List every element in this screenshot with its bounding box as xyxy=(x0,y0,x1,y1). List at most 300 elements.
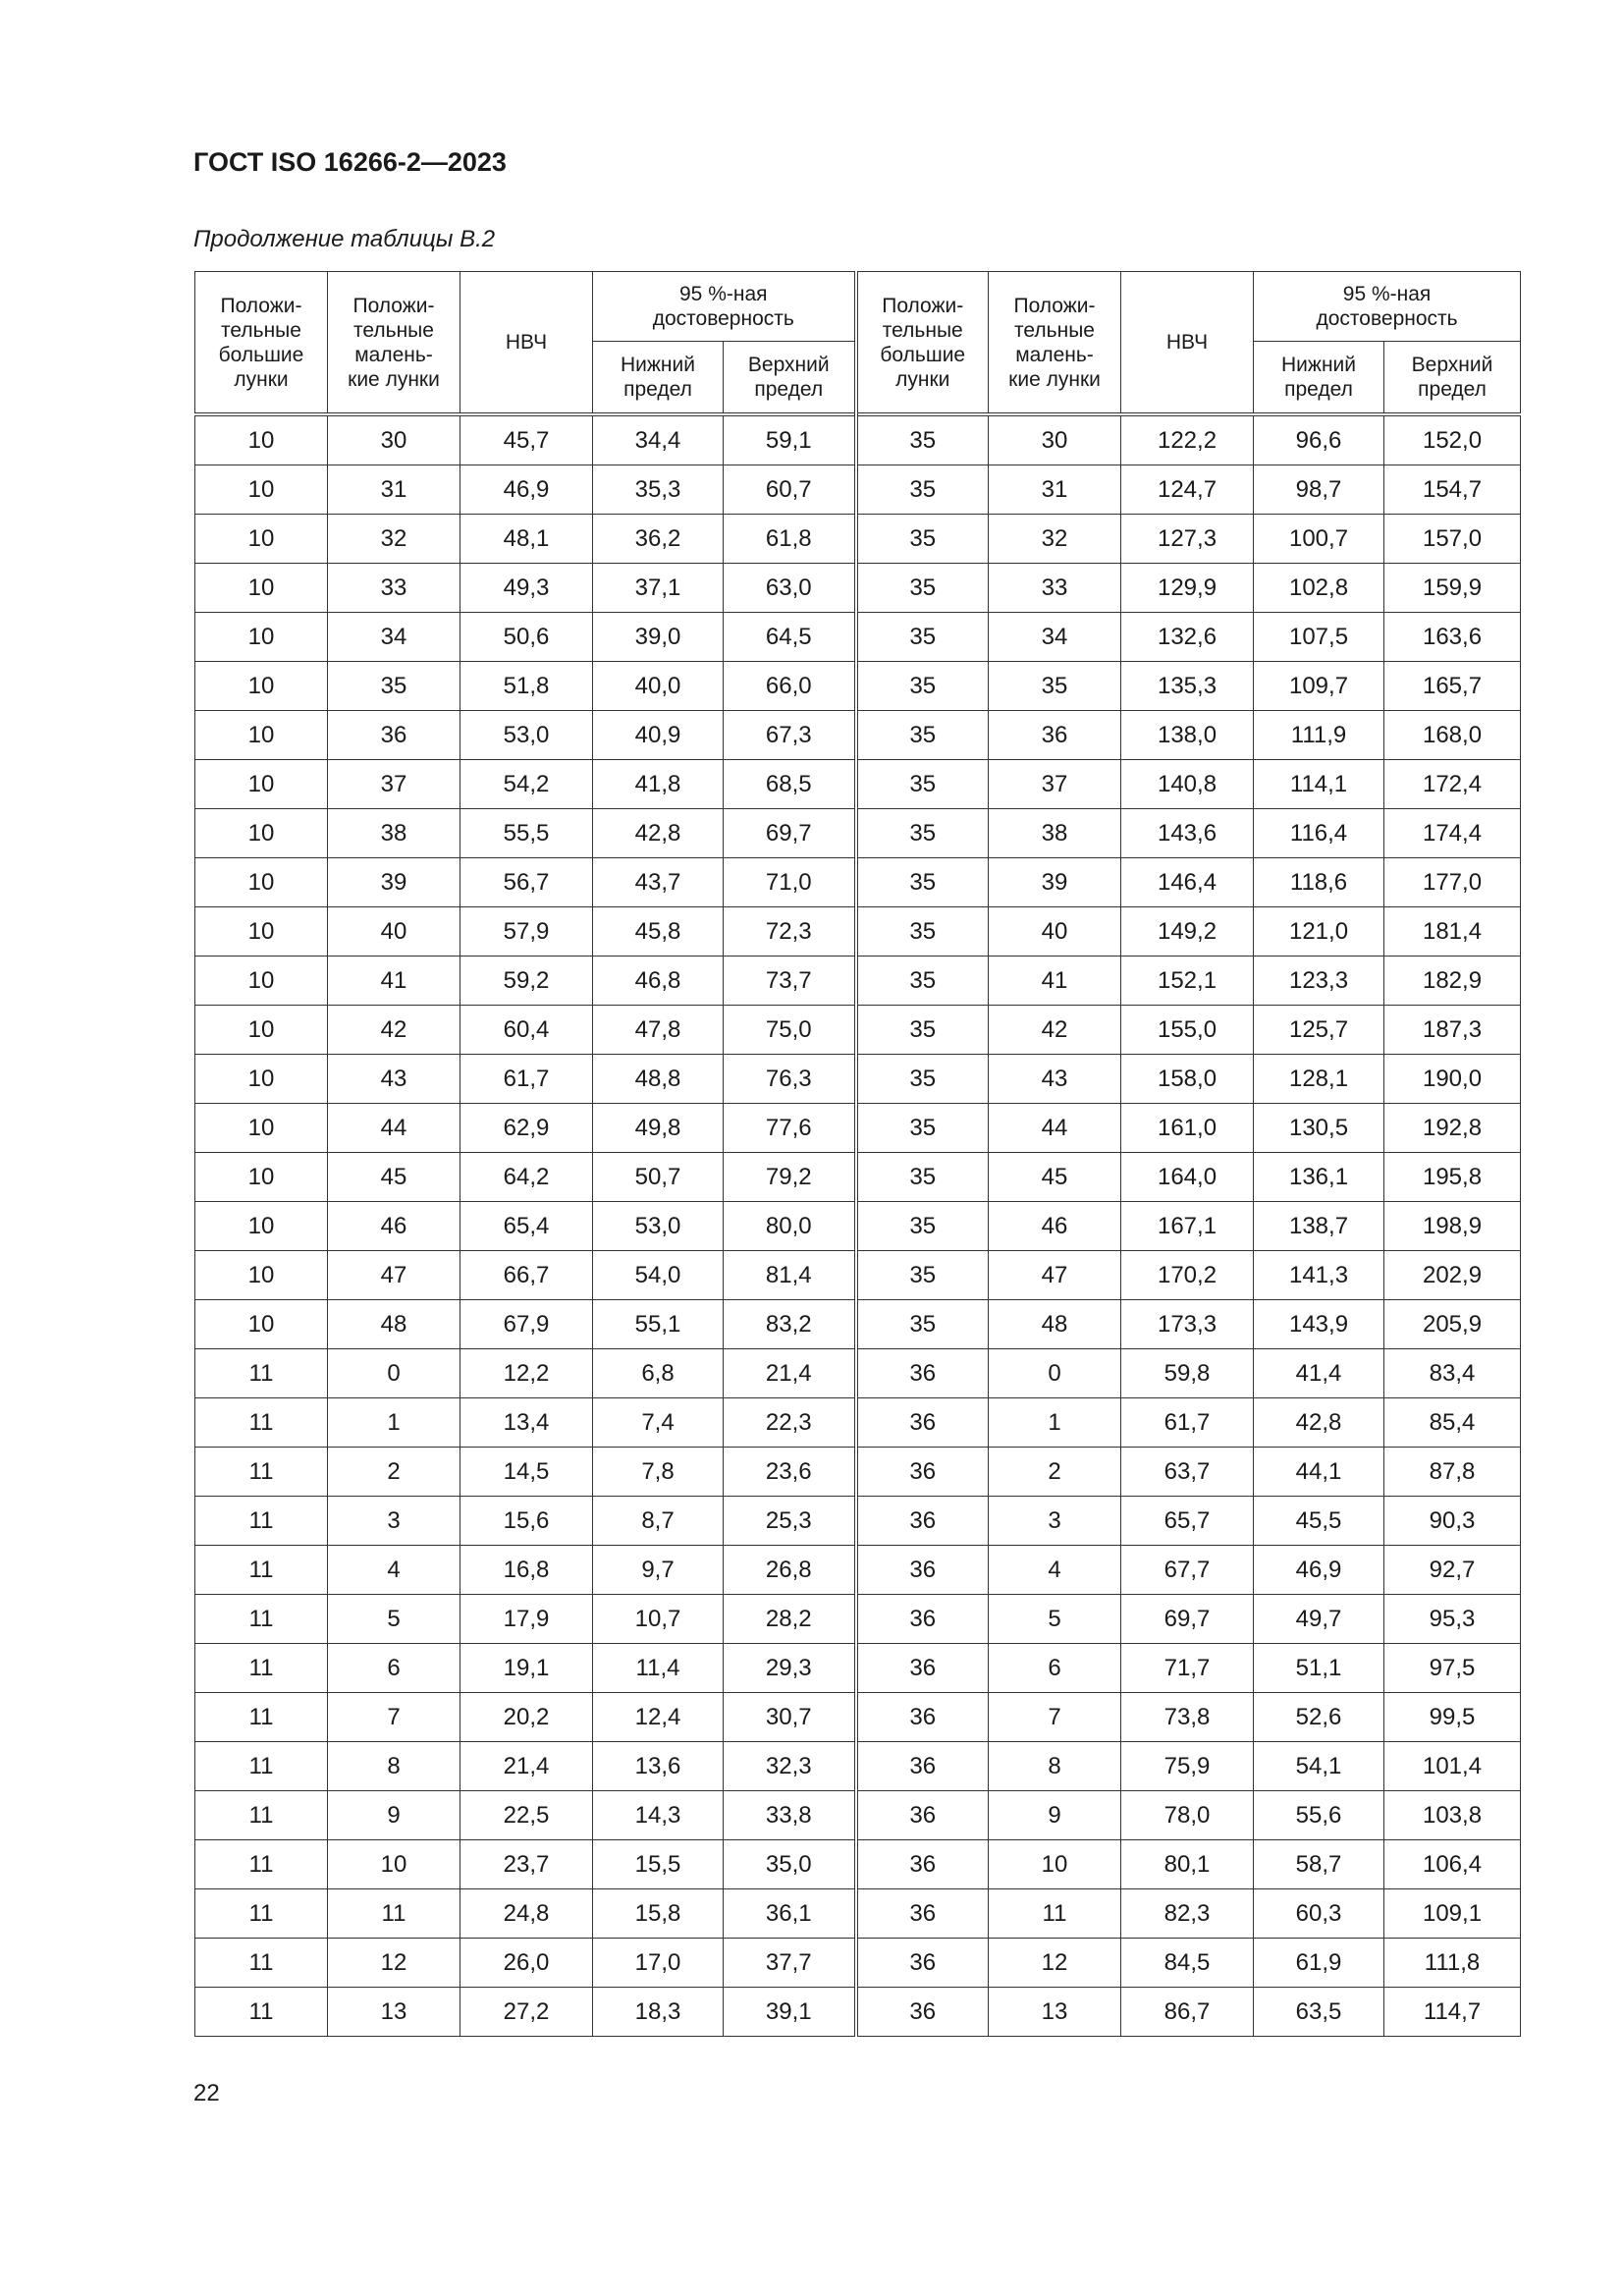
table-cell: 79,2 xyxy=(724,1153,856,1202)
table-cell: 58,7 xyxy=(1254,1840,1384,1889)
table-cell: 190,0 xyxy=(1384,1055,1521,1104)
table-cell: 97,5 xyxy=(1384,1644,1521,1693)
table-cell: 83,2 xyxy=(724,1300,856,1349)
table-cell: 132,6 xyxy=(1121,613,1254,662)
table-cell: 36 xyxy=(856,1349,989,1398)
table-cell: 122,2 xyxy=(1121,414,1254,465)
table-cell: 37,1 xyxy=(593,564,724,613)
table-cell: 36 xyxy=(856,1448,989,1497)
table-cell: 10 xyxy=(195,564,328,613)
table-cell: 128,1 xyxy=(1254,1055,1384,1104)
table-cell: 67,9 xyxy=(460,1300,593,1349)
table-cell: 47 xyxy=(989,1251,1121,1300)
table-cell: 81,4 xyxy=(724,1251,856,1300)
table-row xyxy=(195,1939,1521,1988)
table-cell: 35 xyxy=(856,1006,989,1055)
table-row xyxy=(195,1349,1521,1398)
table-cell: 69,7 xyxy=(724,809,856,858)
table-cell: 63,5 xyxy=(1254,1988,1384,2037)
table-cell: 10 xyxy=(195,1006,328,1055)
table-cell: 56,7 xyxy=(460,858,593,907)
table-cell: 4 xyxy=(328,1546,460,1595)
table-cell: 44 xyxy=(328,1104,460,1153)
table-cell: 21,4 xyxy=(460,1742,593,1791)
table-cell: 43,7 xyxy=(593,858,724,907)
table-cell: 163,6 xyxy=(1384,613,1521,662)
table-cell: 10 xyxy=(195,957,328,1006)
table-cell: 90,3 xyxy=(1384,1497,1521,1546)
table-cell: 8,7 xyxy=(593,1497,724,1546)
table-cell: 59,2 xyxy=(460,957,593,1006)
table-cell: 55,1 xyxy=(593,1300,724,1349)
table-cell: 13 xyxy=(328,1988,460,2037)
table-cell: 15,8 xyxy=(593,1889,724,1939)
table-cell: 31 xyxy=(328,465,460,515)
table-cell: 51,1 xyxy=(1254,1644,1384,1693)
table-cell: 33 xyxy=(989,564,1121,613)
table-cell: 60,7 xyxy=(724,465,856,515)
table-cell: 29,3 xyxy=(724,1644,856,1693)
table-cell: 5 xyxy=(328,1595,460,1644)
table-cell: 60,4 xyxy=(460,1006,593,1055)
table-cell: 114,7 xyxy=(1384,1988,1521,2037)
document-title: ГОСТ ISO 16266-2—2023 xyxy=(193,147,507,177)
table-row xyxy=(195,1693,1521,1742)
table-cell: 35 xyxy=(856,613,989,662)
table-cell: 35 xyxy=(856,760,989,809)
table-cell: 35 xyxy=(856,1251,989,1300)
table-cell: 152,1 xyxy=(1121,957,1254,1006)
table-cell: 121,0 xyxy=(1254,907,1384,957)
table-cell: 124,7 xyxy=(1121,465,1254,515)
table-row xyxy=(195,1398,1521,1448)
table-cell: 38 xyxy=(989,809,1121,858)
table-cell: 48 xyxy=(328,1300,460,1349)
table-cell: 34 xyxy=(328,613,460,662)
table-cell: 10 xyxy=(195,1104,328,1153)
table-cell: 36 xyxy=(856,1742,989,1791)
table-cell: 10 xyxy=(195,1202,328,1251)
table-cell: 12 xyxy=(989,1939,1121,1988)
table-cell: 47,8 xyxy=(593,1006,724,1055)
table-cell: 38 xyxy=(328,809,460,858)
header-upper-limit-left: Верхний предел xyxy=(724,342,856,415)
table-cell: 11 xyxy=(195,1448,328,1497)
table-cell: 187,3 xyxy=(1384,1006,1521,1055)
table-cell: 141,3 xyxy=(1254,1251,1384,1300)
table-cell: 50,7 xyxy=(593,1153,724,1202)
table-row xyxy=(195,760,1521,809)
table-cell: 101,4 xyxy=(1384,1742,1521,1791)
table-cell: 10 xyxy=(195,613,328,662)
table-cell: 40,9 xyxy=(593,711,724,760)
table-cell: 42,8 xyxy=(593,809,724,858)
table-cell: 15,6 xyxy=(460,1497,593,1546)
table-cell: 75,9 xyxy=(1121,1742,1254,1791)
table-cell: 48,8 xyxy=(593,1055,724,1104)
table-cell: 118,6 xyxy=(1254,858,1384,907)
table-cell: 54,1 xyxy=(1254,1742,1384,1791)
table-cell: 66,7 xyxy=(460,1251,593,1300)
table-row xyxy=(195,1595,1521,1644)
table-cell: 86,7 xyxy=(1121,1988,1254,2037)
table-cell: 135,3 xyxy=(1121,662,1254,711)
table-cell: 65,4 xyxy=(460,1202,593,1251)
table-row xyxy=(195,858,1521,907)
table-cell: 33,8 xyxy=(724,1791,856,1840)
table-cell: 36 xyxy=(856,1595,989,1644)
table-cell: 12,2 xyxy=(460,1349,593,1398)
table-cell: 155,0 xyxy=(1121,1006,1254,1055)
table-cell: 45,8 xyxy=(593,907,724,957)
table-cell: 6,8 xyxy=(593,1349,724,1398)
table-cell: 35 xyxy=(856,1055,989,1104)
table-cell: 11 xyxy=(195,1742,328,1791)
table-cell: 10 xyxy=(195,1055,328,1104)
table-cell: 103,8 xyxy=(1384,1791,1521,1840)
header-small-wells-right: Положи- тельные малень- кие лунки xyxy=(989,272,1121,415)
table-cell: 11 xyxy=(195,1546,328,1595)
table-body xyxy=(195,414,1521,2037)
table-cell: 24,8 xyxy=(460,1889,593,1939)
table-cell: 42,8 xyxy=(1254,1398,1384,1448)
table-cell: 63,7 xyxy=(1121,1448,1254,1497)
table-cell: 43 xyxy=(328,1055,460,1104)
table-cell: 96,6 xyxy=(1254,414,1384,465)
table-cell: 13,4 xyxy=(460,1398,593,1448)
table-cell: 17,0 xyxy=(593,1939,724,1988)
table-row xyxy=(195,907,1521,957)
table-cell: 13 xyxy=(989,1988,1121,2037)
table-cell: 1 xyxy=(989,1398,1121,1448)
table-cell: 10 xyxy=(195,515,328,564)
table-cell: 158,0 xyxy=(1121,1055,1254,1104)
header-large-wells-left: Положи- тельные большие лунки xyxy=(195,272,328,415)
table-cell: 20,2 xyxy=(460,1693,593,1742)
table-cell: 32,3 xyxy=(724,1742,856,1791)
table-cell: 25,3 xyxy=(724,1497,856,1546)
table-cell: 65,7 xyxy=(1121,1497,1254,1546)
table-cell: 181,4 xyxy=(1384,907,1521,957)
table-cell: 10,7 xyxy=(593,1595,724,1644)
table-cell: 48 xyxy=(989,1300,1121,1349)
table-cell: 10 xyxy=(195,662,328,711)
table-cell: 102,8 xyxy=(1254,564,1384,613)
table-cell: 41,8 xyxy=(593,760,724,809)
table-cell: 146,4 xyxy=(1121,858,1254,907)
table-cell: 19,1 xyxy=(460,1644,593,1693)
table-cell: 54,2 xyxy=(460,760,593,809)
table-cell: 12 xyxy=(328,1939,460,1988)
table-cell: 114,1 xyxy=(1254,760,1384,809)
table-cell: 40 xyxy=(989,907,1121,957)
table-row xyxy=(195,1055,1521,1104)
table-cell: 49,8 xyxy=(593,1104,724,1153)
table-row xyxy=(195,613,1521,662)
table-caption: Продолжение таблицы В.2 xyxy=(193,226,496,252)
table-row xyxy=(195,1546,1521,1595)
table-cell: 7,8 xyxy=(593,1448,724,1497)
table-cell: 72,3 xyxy=(724,907,856,957)
table-cell: 35 xyxy=(856,465,989,515)
table-cell: 143,6 xyxy=(1121,809,1254,858)
table-cell: 45 xyxy=(328,1153,460,1202)
table-cell: 59,1 xyxy=(724,414,856,465)
table-cell: 35 xyxy=(856,907,989,957)
header-mpn-left: НВЧ xyxy=(460,272,593,415)
table-cell: 46 xyxy=(989,1202,1121,1251)
table-cell: 71,0 xyxy=(724,858,856,907)
table-cell: 168,0 xyxy=(1384,711,1521,760)
table-row xyxy=(195,1448,1521,1497)
page-number: 22 xyxy=(193,2080,220,2106)
table-cell: 67,3 xyxy=(724,711,856,760)
header-large-wells-right: Положи- тельные большие лунки xyxy=(856,272,989,415)
table-cell: 11 xyxy=(328,1889,460,1939)
table-cell: 98,7 xyxy=(1254,465,1384,515)
table-cell: 6 xyxy=(328,1644,460,1693)
header-lower-limit-left: Нижний предел xyxy=(593,342,724,415)
table-cell: 45,5 xyxy=(1254,1497,1384,1546)
table-cell: 28,2 xyxy=(724,1595,856,1644)
table-cell: 21,4 xyxy=(724,1349,856,1398)
table-cell: 26,0 xyxy=(460,1939,593,1988)
table-row xyxy=(195,957,1521,1006)
header-mpn-right: НВЧ xyxy=(1121,272,1254,415)
table-cell: 75,0 xyxy=(724,1006,856,1055)
table-cell: 11,4 xyxy=(593,1644,724,1693)
table-cell: 46,9 xyxy=(460,465,593,515)
table-cell: 3 xyxy=(989,1497,1121,1546)
table-cell: 164,0 xyxy=(1121,1153,1254,1202)
table-cell: 4 xyxy=(989,1546,1121,1595)
table-cell: 39,1 xyxy=(724,1988,856,2037)
table-cell: 10 xyxy=(195,858,328,907)
table-cell: 95,3 xyxy=(1384,1595,1521,1644)
table-cell: 157,0 xyxy=(1384,515,1521,564)
table-cell: 111,9 xyxy=(1254,711,1384,760)
table-row xyxy=(195,1742,1521,1791)
table-cell: 18,3 xyxy=(593,1988,724,2037)
table-cell: 36 xyxy=(856,1939,989,1988)
table-cell: 92,7 xyxy=(1384,1546,1521,1595)
table-cell: 67,7 xyxy=(1121,1546,1254,1595)
table-row xyxy=(195,1104,1521,1153)
table-cell: 41 xyxy=(328,957,460,1006)
table-cell: 45,7 xyxy=(460,414,593,465)
table-row xyxy=(195,1988,1521,2037)
table-cell: 192,8 xyxy=(1384,1104,1521,1153)
header-confidence-left: 95 %-ная достоверность xyxy=(593,272,856,342)
table-cell: 37,7 xyxy=(724,1939,856,1988)
table-cell: 42 xyxy=(989,1006,1121,1055)
table-cell: 35 xyxy=(856,515,989,564)
table-cell: 53,0 xyxy=(593,1202,724,1251)
table-cell: 35 xyxy=(856,1153,989,1202)
table-cell: 170,2 xyxy=(1121,1251,1254,1300)
table-cell: 106,4 xyxy=(1384,1840,1521,1889)
table-cell: 36 xyxy=(856,1791,989,1840)
table-cell: 125,7 xyxy=(1254,1006,1384,1055)
table-cell: 10 xyxy=(195,907,328,957)
table-cell: 23,6 xyxy=(724,1448,856,1497)
mpn-table xyxy=(194,271,1521,2037)
table-cell: 35 xyxy=(989,662,1121,711)
table-cell: 136,1 xyxy=(1254,1153,1384,1202)
table-cell: 159,9 xyxy=(1384,564,1521,613)
table-cell: 143,9 xyxy=(1254,1300,1384,1349)
table-cell: 31 xyxy=(989,465,1121,515)
table-cell: 62,9 xyxy=(460,1104,593,1153)
table-cell: 11 xyxy=(195,1840,328,1889)
table-cell: 36 xyxy=(328,711,460,760)
table-cell: 61,9 xyxy=(1254,1939,1384,1988)
table-cell: 26,8 xyxy=(724,1546,856,1595)
table-cell: 172,4 xyxy=(1384,760,1521,809)
table-cell: 54,0 xyxy=(593,1251,724,1300)
table-cell: 40,0 xyxy=(593,662,724,711)
table-cell: 11 xyxy=(195,1791,328,1840)
table-cell: 3 xyxy=(328,1497,460,1546)
table-row xyxy=(195,564,1521,613)
table-cell: 1 xyxy=(328,1398,460,1448)
table-cell: 36 xyxy=(856,1988,989,2037)
table-cell: 46 xyxy=(328,1202,460,1251)
table-cell: 10 xyxy=(195,1153,328,1202)
table-cell: 11 xyxy=(195,1939,328,1988)
table-row xyxy=(195,1300,1521,1349)
table-cell: 77,6 xyxy=(724,1104,856,1153)
table-cell: 71,7 xyxy=(1121,1644,1254,1693)
table-cell: 14,5 xyxy=(460,1448,593,1497)
table-cell: 9,7 xyxy=(593,1546,724,1595)
table-row xyxy=(195,1153,1521,1202)
header-upper-limit-right: Верхний предел xyxy=(1384,342,1521,415)
table-cell: 36 xyxy=(989,711,1121,760)
table-cell: 10 xyxy=(195,1251,328,1300)
table-cell: 49,3 xyxy=(460,564,593,613)
table-cell: 39,0 xyxy=(593,613,724,662)
table-cell: 11 xyxy=(989,1889,1121,1939)
table-cell: 99,5 xyxy=(1384,1693,1521,1742)
table-cell: 36,2 xyxy=(593,515,724,564)
table-cell: 60,3 xyxy=(1254,1889,1384,1939)
table-cell: 27,2 xyxy=(460,1988,593,2037)
table-cell: 78,0 xyxy=(1121,1791,1254,1840)
table-cell: 53,0 xyxy=(460,711,593,760)
table-cell: 182,9 xyxy=(1384,957,1521,1006)
table-cell: 41 xyxy=(989,957,1121,1006)
table-cell: 22,5 xyxy=(460,1791,593,1840)
table-row xyxy=(195,1840,1521,1889)
table-cell: 2 xyxy=(989,1448,1121,1497)
table-cell: 10 xyxy=(195,711,328,760)
table-cell: 0 xyxy=(328,1349,460,1398)
table-cell: 10 xyxy=(195,414,328,465)
table-cell: 41,4 xyxy=(1254,1349,1384,1398)
table-cell: 40 xyxy=(328,907,460,957)
table-row xyxy=(195,515,1521,564)
table-cell: 76,3 xyxy=(724,1055,856,1104)
table-cell: 36 xyxy=(856,1398,989,1448)
table-cell: 42 xyxy=(328,1006,460,1055)
table-cell: 23,7 xyxy=(460,1840,593,1889)
table-cell: 202,9 xyxy=(1384,1251,1521,1300)
table-cell: 37 xyxy=(328,760,460,809)
table-cell: 10 xyxy=(328,1840,460,1889)
table-cell: 8 xyxy=(989,1742,1121,1791)
table-row xyxy=(195,1889,1521,1939)
table-cell: 80,0 xyxy=(724,1202,856,1251)
table-cell: 8 xyxy=(328,1742,460,1791)
table-cell: 16,8 xyxy=(460,1546,593,1595)
table-cell: 87,8 xyxy=(1384,1448,1521,1497)
table-row xyxy=(195,711,1521,760)
table-cell: 2 xyxy=(328,1448,460,1497)
table-row xyxy=(195,1497,1521,1546)
table-cell: 47 xyxy=(328,1251,460,1300)
table-cell: 52,6 xyxy=(1254,1693,1384,1742)
table-cell: 57,9 xyxy=(460,907,593,957)
table-cell: 39 xyxy=(328,858,460,907)
table-cell: 138,7 xyxy=(1254,1202,1384,1251)
table-cell: 11 xyxy=(195,1497,328,1546)
table-cell: 43 xyxy=(989,1055,1121,1104)
table-cell: 64,5 xyxy=(724,613,856,662)
table-cell: 36 xyxy=(856,1497,989,1546)
table-cell: 138,0 xyxy=(1121,711,1254,760)
table-cell: 36 xyxy=(856,1840,989,1889)
table-cell: 109,1 xyxy=(1384,1889,1521,1939)
table-cell: 35,0 xyxy=(724,1840,856,1889)
table-cell: 36,1 xyxy=(724,1889,856,1939)
table-cell: 107,5 xyxy=(1254,613,1384,662)
table-row xyxy=(195,662,1521,711)
table-cell: 127,3 xyxy=(1121,515,1254,564)
table-cell: 37 xyxy=(989,760,1121,809)
header-small-wells-left: Положи- тельные малень- кие лунки xyxy=(328,272,460,415)
table-cell: 13,6 xyxy=(593,1742,724,1791)
table-cell: 165,7 xyxy=(1384,662,1521,711)
header-confidence-right: 95 %-ная достоверность xyxy=(1254,272,1521,342)
table-cell: 46,8 xyxy=(593,957,724,1006)
table-cell: 15,5 xyxy=(593,1840,724,1889)
table-cell: 11 xyxy=(195,1693,328,1742)
table-cell: 84,5 xyxy=(1121,1939,1254,1988)
table-cell: 174,4 xyxy=(1384,809,1521,858)
table-cell: 10 xyxy=(195,809,328,858)
table-cell: 49,7 xyxy=(1254,1595,1384,1644)
table-cell: 177,0 xyxy=(1384,858,1521,907)
table-cell: 22,3 xyxy=(724,1398,856,1448)
table-cell: 63,0 xyxy=(724,564,856,613)
table-cell: 7 xyxy=(989,1693,1121,1742)
table-cell: 61,7 xyxy=(460,1055,593,1104)
table-cell: 11 xyxy=(195,1595,328,1644)
table-row xyxy=(195,1006,1521,1055)
table-row xyxy=(195,1251,1521,1300)
table-cell: 35 xyxy=(856,1300,989,1349)
table-cell: 36 xyxy=(856,1693,989,1742)
table-cell: 85,4 xyxy=(1384,1398,1521,1448)
table-cell: 30 xyxy=(328,414,460,465)
table-cell: 116,4 xyxy=(1254,809,1384,858)
table-cell: 130,5 xyxy=(1254,1104,1384,1153)
table-cell: 152,0 xyxy=(1384,414,1521,465)
table-cell: 167,1 xyxy=(1121,1202,1254,1251)
table-row xyxy=(195,1202,1521,1251)
table-cell: 80,1 xyxy=(1121,1840,1254,1889)
